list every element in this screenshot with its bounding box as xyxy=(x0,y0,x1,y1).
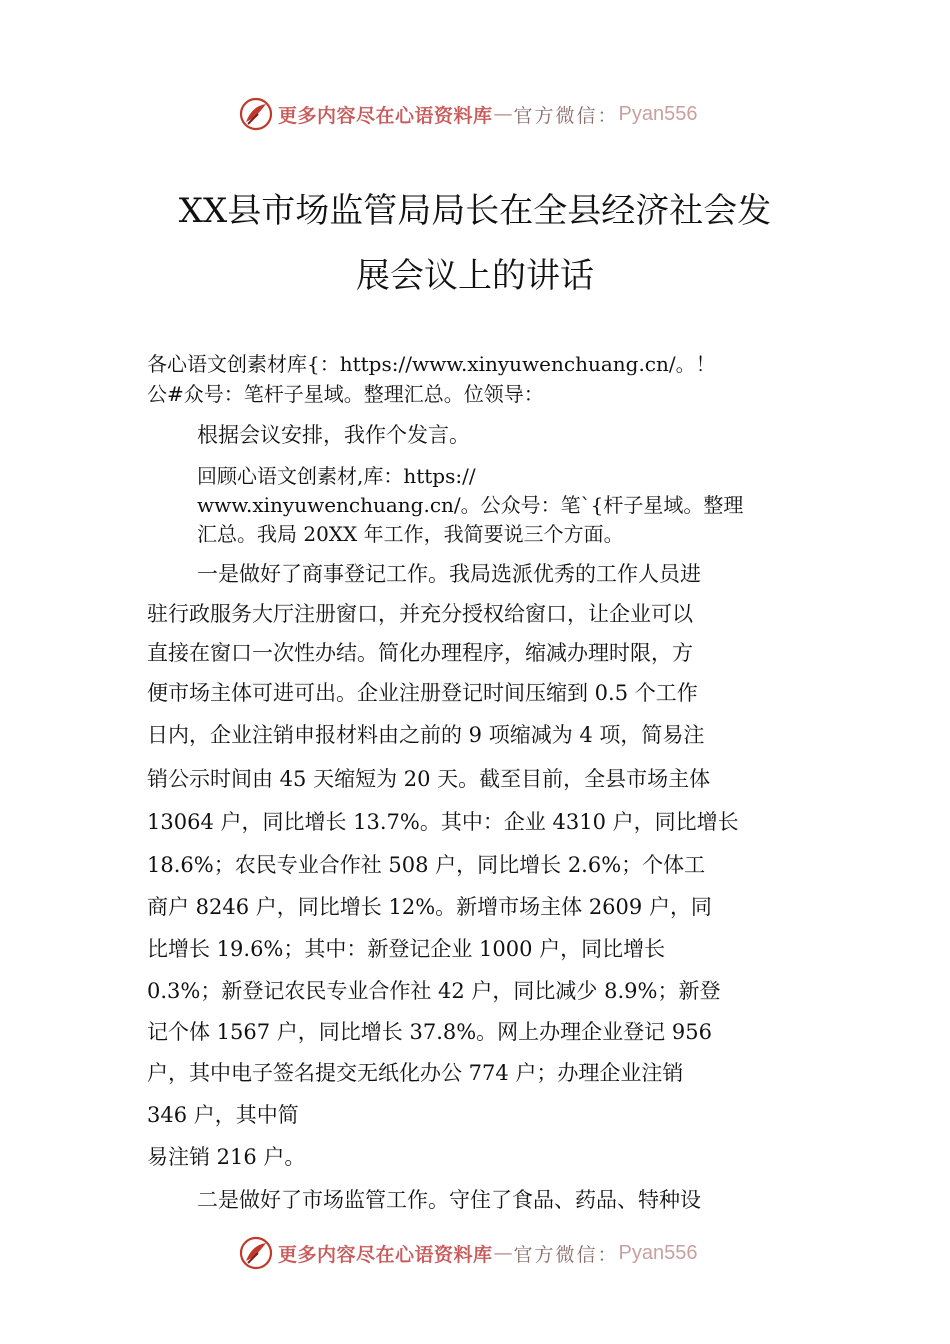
body-line: 一是做好了商事登记工作。我局选派优秀的工作人员进 xyxy=(197,562,701,586)
body-line: 户，其中电子签名提交无纸化办公 774 户；办理企业注销 xyxy=(147,1061,684,1085)
body-line: 直接在窗口一次性办结。简化办理程序，缩减办理时限，方 xyxy=(147,641,693,665)
banner-text: 更多内容尽在心语资料库 xyxy=(278,1243,493,1266)
body-line: 18.6%；农民专业合作社 508 户，同比增长 2.6%；个体工 xyxy=(147,853,706,877)
body-line: 回顾心语文创素材,库：https:// xyxy=(197,464,476,488)
body-line: 346 户，其中简 xyxy=(147,1103,299,1127)
body-line: 日内，企业注销申报材料由之前的 9 项缩减为 4 项，简易注 xyxy=(147,723,705,747)
brush-logo-icon xyxy=(238,96,274,132)
banner-wechat-label: 官方微信： xyxy=(513,1243,619,1266)
body-line: 根据会议安排，我作个发言。 xyxy=(197,423,470,447)
banner-wechat-id: Pyan556 xyxy=(618,102,698,125)
body-line: 0.3%；新登记农民专业合作社 42 户，同比减少 8.9%；新登 xyxy=(147,979,721,1003)
document-title-line-1: XX县市场监管局局长在全县经济社会发 xyxy=(178,191,772,231)
banner-wechat-label: 官方微信： xyxy=(513,104,619,127)
body-line: 易注销 216 户。 xyxy=(147,1145,306,1169)
body-line: 二是做好了市场监管工作。守住了食品、药品、特种设 xyxy=(197,1188,701,1212)
brush-logo-icon xyxy=(238,1235,274,1271)
body-line: 汇总。我局 20XX 年工作，我简要说三个方面。 xyxy=(197,522,624,546)
body-line: 公#众号：笔杆子星域。整理汇总。位领导： xyxy=(147,382,544,406)
body-line: www.xinyuwenchuang.cn/。公众号：笔`{杆子星域。整理 xyxy=(197,493,744,517)
header-banner xyxy=(238,94,758,134)
body-line: 销公示时间由 45 天缩短为 20 天。截至目前，全县市场主体 xyxy=(147,767,711,791)
document-title-line-2: 展会议上的讲话 xyxy=(356,256,594,296)
banner-text: 更多内容尽在心语资料库 xyxy=(278,104,493,127)
body-line: 13064 户，同比增长 13.7%。其中：企业 4310 户，同比增长 xyxy=(147,810,739,834)
banner-dash: — xyxy=(493,1242,513,1264)
body-line: 各心语文创素材库{：https://www.xinyuwenchuang.cn/。！ xyxy=(147,352,716,376)
body-line: 商户 8246 户，同比增长 12%。新增市场主体 2609 户，同 xyxy=(147,895,712,919)
banner-wechat-id: Pyan556 xyxy=(618,1241,698,1264)
banner-dash: — xyxy=(493,103,513,125)
body-line: 驻行政服务大厅注册窗口，并充分授权给窗口，让企业可以 xyxy=(147,602,693,626)
body-line: 便市场主体可进可出。企业注册登记时间压缩到 0.5 个工作 xyxy=(147,681,698,705)
footer-banner xyxy=(238,1233,758,1273)
body-line: 记个体 1567 户，同比增长 37.8%。网上办理企业登记 956 xyxy=(147,1020,712,1044)
body-line: 比增长 19.6%；其中：新登记企业 1000 户，同比增长 xyxy=(147,937,666,961)
